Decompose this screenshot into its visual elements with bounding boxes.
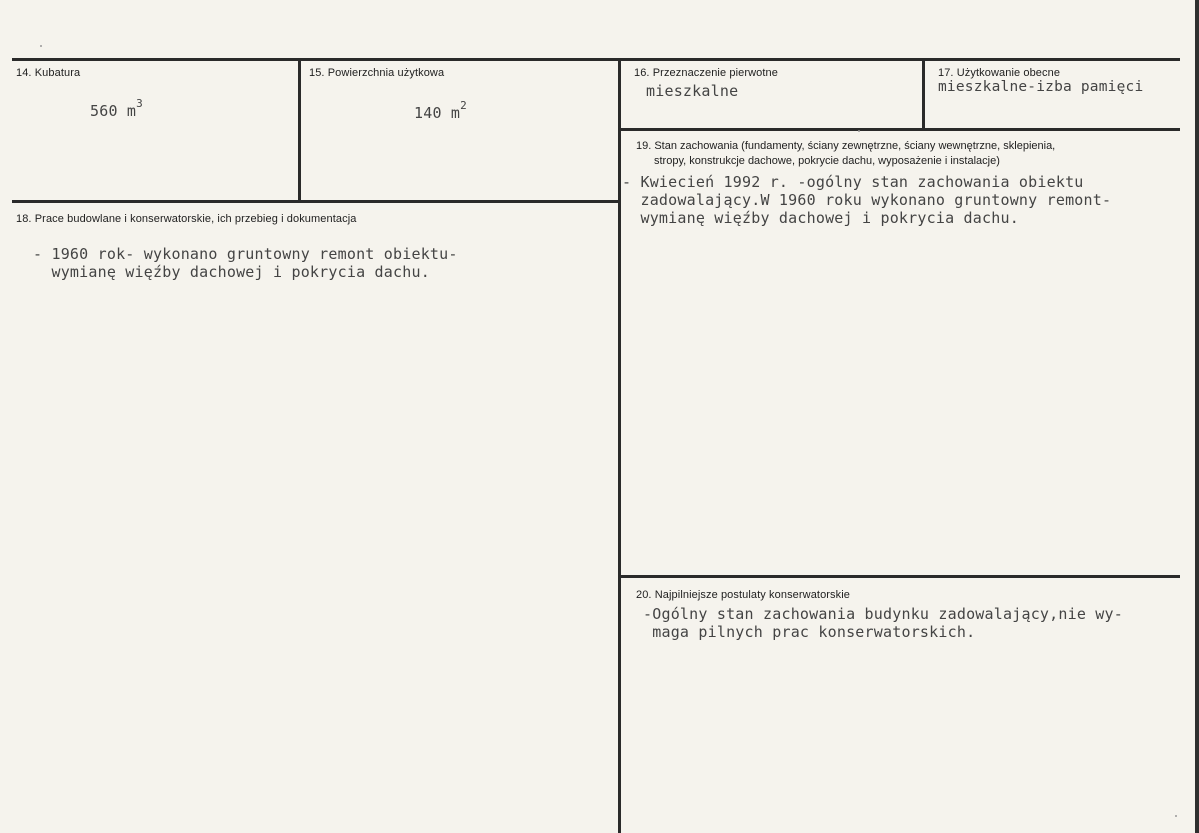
- rule-above-20: [620, 575, 1180, 578]
- paper-speck: [858, 130, 860, 132]
- field-18-line: - 1960 rok- wykonano gruntowny remont obiektu-: [33, 245, 458, 263]
- paper-speck: [40, 45, 42, 47]
- field-17-label: 17. Użytkowanie obecne: [938, 67, 1061, 79]
- field-15-number: 140 m: [414, 104, 461, 122]
- field-14-number: 560 m: [90, 102, 137, 120]
- field-19-label-line: 19. Stan zachowania (fundamenty, ściany zewnętrzne, ściany wewnętrzne, sklepienia,: [636, 140, 1056, 152]
- field-18-text: [33, 245, 458, 281]
- divider-v-14-15: [298, 60, 301, 202]
- field-15-value: [414, 99, 467, 122]
- field-19-line: wymianę więźby dachowej i pokrycia dachu.: [622, 209, 1019, 227]
- rule-under-14-15: [12, 200, 620, 203]
- field-19-line: - Kwiecień 1992 r. -ogólny stan zachowania obiektu: [622, 173, 1084, 191]
- field-14-value: [90, 97, 143, 120]
- divider-v-16-17: [922, 60, 925, 130]
- field-16-label: 16. Przeznaczenie pierwotne: [634, 67, 778, 79]
- field-20-line: maga pilnych prac konserwatorskich.: [643, 623, 976, 641]
- field-17-value: mieszkalne-izba pamięci: [938, 79, 1144, 95]
- field-18-label: 18. Prace budowlane i konserwatorskie, ich przebieg i dokumentacja: [16, 213, 357, 225]
- field-19-line: zadowalający.W 1960 roku wykonano gruntowny remont-: [622, 191, 1112, 209]
- field-16-value: mieszkalne: [646, 82, 739, 100]
- field-20-line: -Ogólny stan zachowania budynku zadowalający,nie wy-: [643, 605, 1123, 623]
- paper-speck: [1175, 815, 1177, 817]
- rule-under-16-17: [620, 128, 1180, 131]
- field-14-label: 14. Kubatura: [16, 67, 81, 79]
- field-20-label: 20. Najpilniejsze postulaty konserwatorskie: [636, 589, 851, 601]
- field-15-unit-exponent: 2: [460, 99, 467, 112]
- card-edge: [1195, 0, 1199, 833]
- field-19-text: [622, 173, 1111, 227]
- field-18-line: wymianę więźby dachowej i pokrycia dachu.: [33, 263, 430, 281]
- field-19-label-line: stropy, konstrukcje dachowe, pokrycie dachu, wyposażenie i instalacje): [654, 155, 1000, 167]
- field-14-unit-exponent: 3: [136, 97, 143, 110]
- divider-v-center: [618, 60, 621, 833]
- top-rule: [12, 58, 1180, 61]
- field-19-label: [636, 139, 1055, 169]
- field-20-text: [643, 605, 1123, 641]
- field-15-label: 15. Powierzchnia użytkowa: [309, 67, 445, 79]
